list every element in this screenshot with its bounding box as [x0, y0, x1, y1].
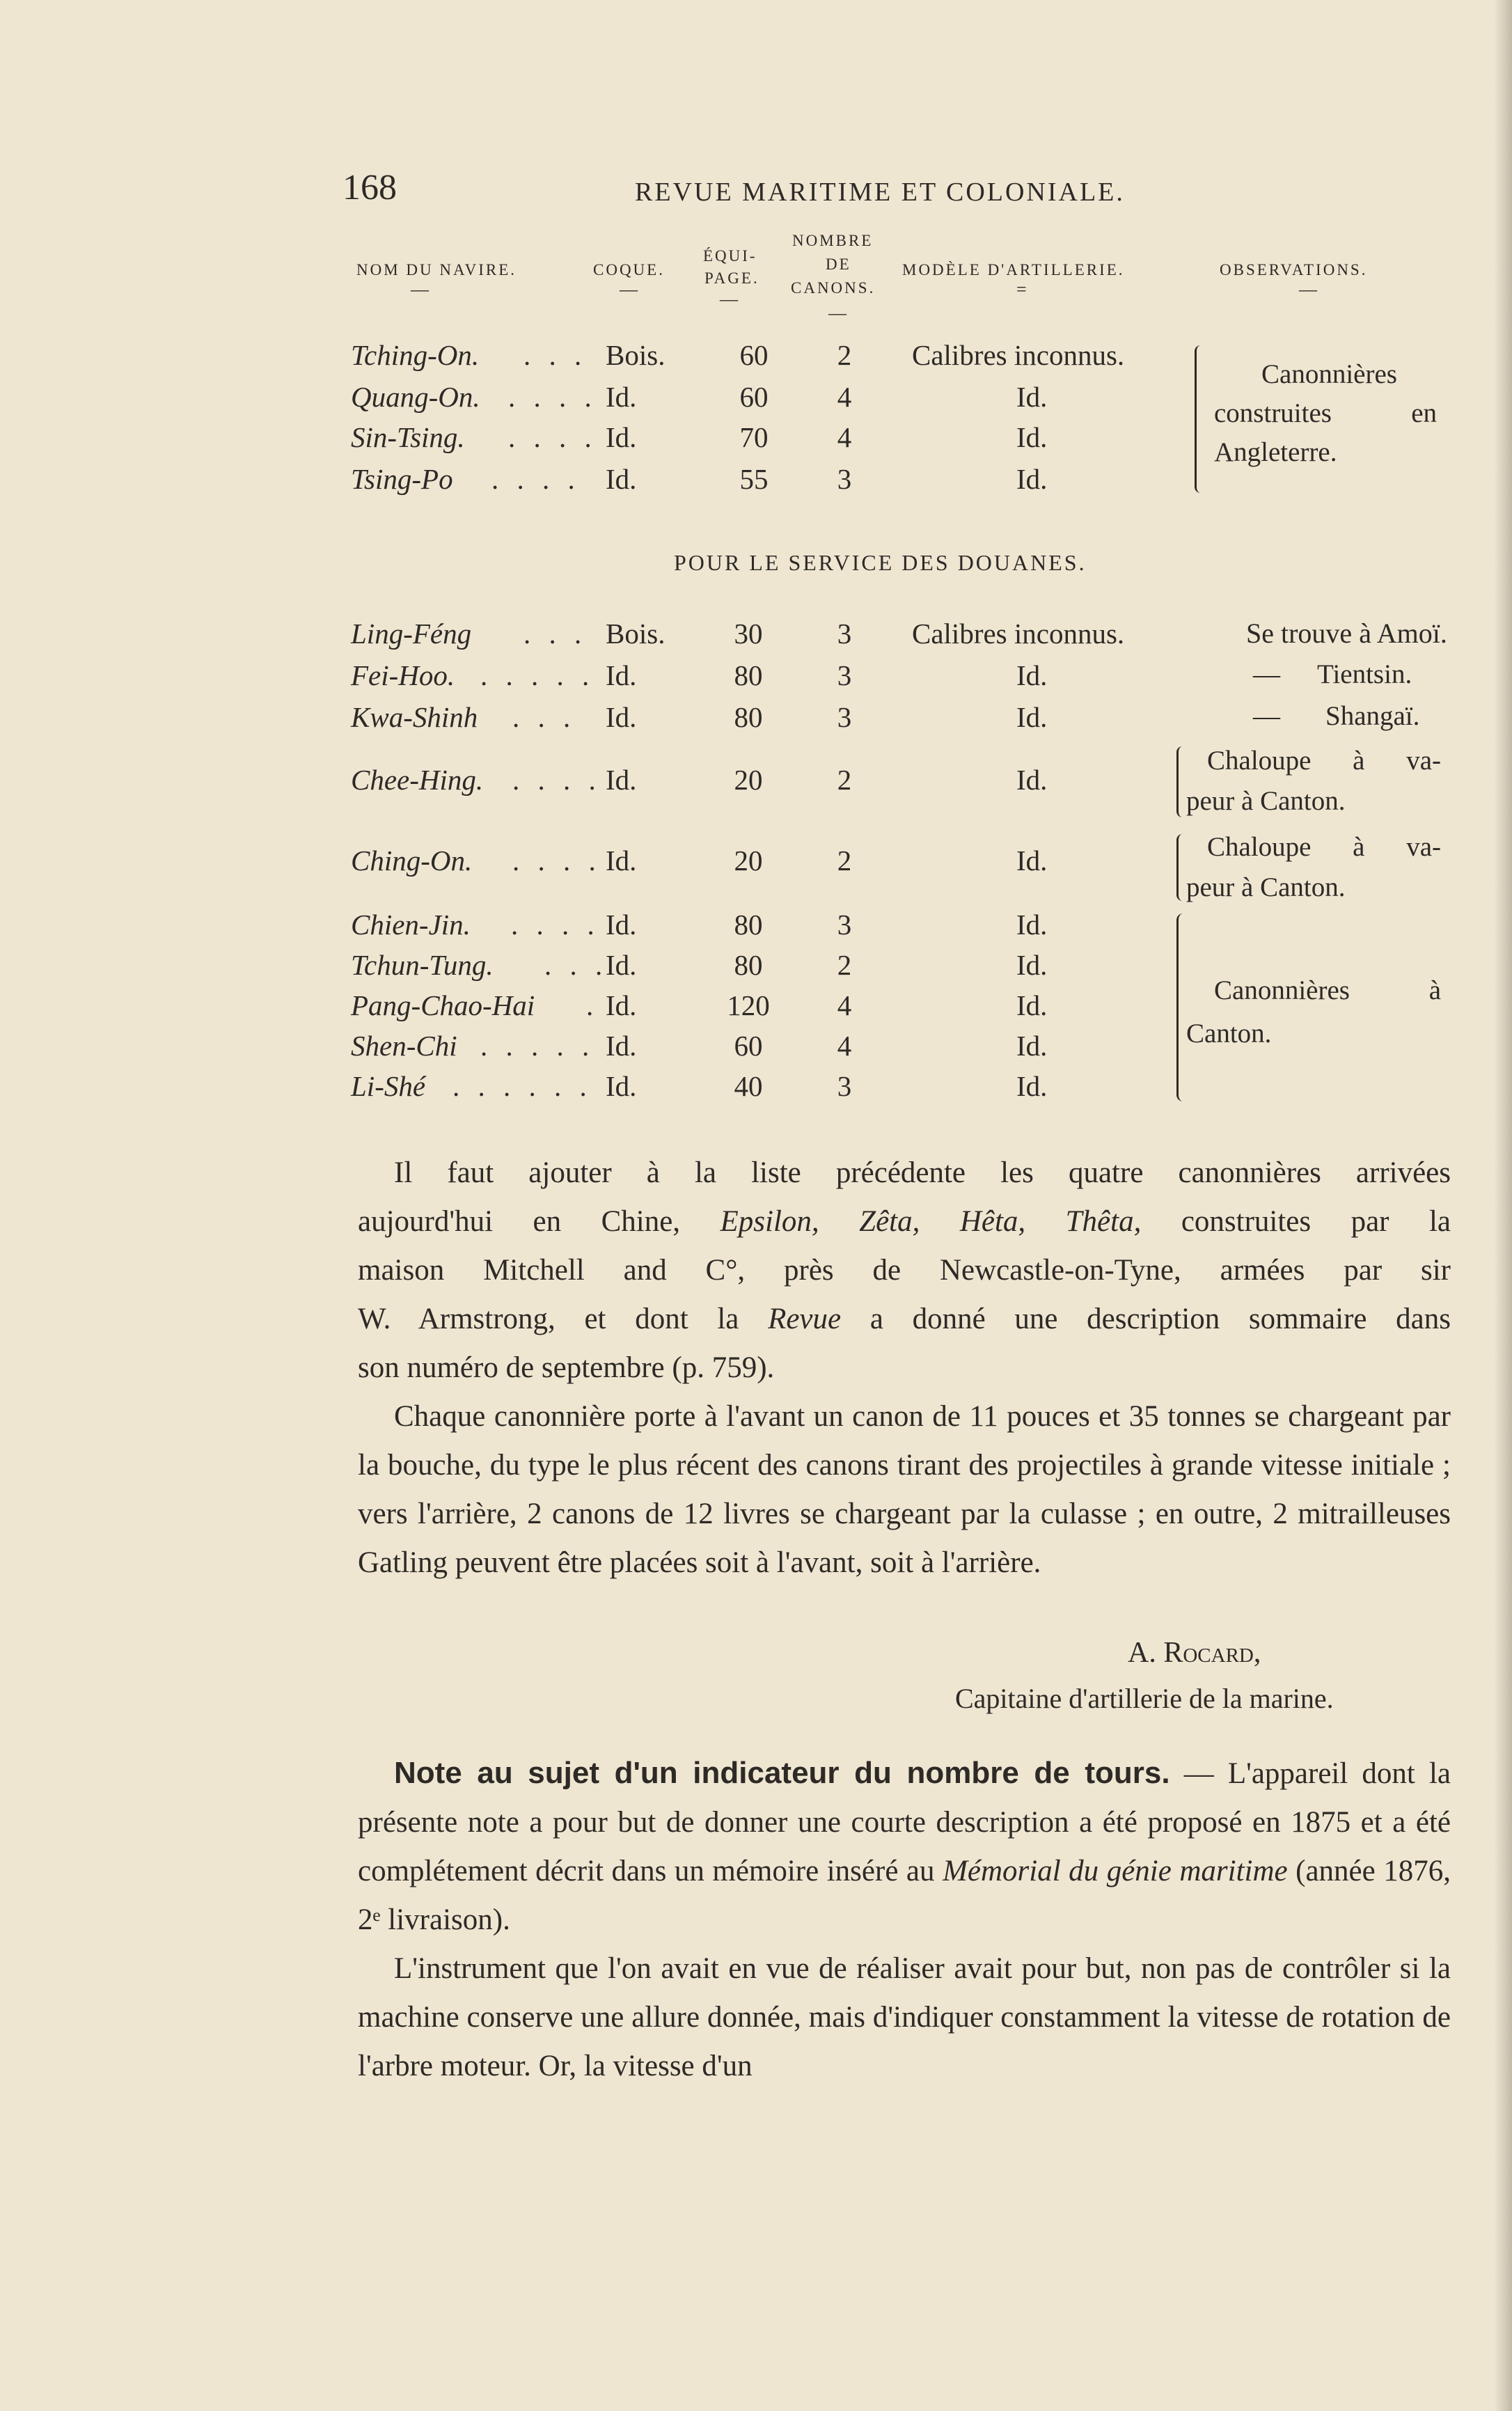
ship-name: Ching-On.	[351, 845, 473, 877]
ship-name: Kwa-Shinh	[351, 701, 478, 733]
ship-name: Tchun-Tung.	[351, 949, 494, 981]
crew-cell: 55	[739, 463, 769, 495]
table-row	[0, 617, 1512, 663]
author-title: Capitaine d'artillerie de la marine.	[955, 1683, 1334, 1714]
model-cell: Calibres inconnus.	[912, 339, 1125, 371]
model-cell: Id.	[1016, 1030, 1048, 1062]
obs-word: Chaloupe	[1207, 832, 1312, 862]
model-cell: Id.	[1016, 1070, 1048, 1102]
text-line	[358, 1295, 1451, 1344]
model-cell: Id.	[1016, 764, 1048, 796]
crew-cell: 80	[734, 949, 763, 981]
col-header-dash: —	[411, 279, 431, 299]
col-header-crew-2: PAGE.	[704, 269, 759, 287]
ship-names: Epsilon, Zêta, Hêta, Thêta,	[720, 1205, 1142, 1238]
guns-cell: 2	[837, 764, 852, 796]
ship-name: Fei-Hoo.	[351, 659, 455, 691]
crew-cell: 20	[734, 764, 763, 796]
col-header-guns-2: DE	[826, 256, 851, 273]
model-cell: Id.	[1016, 701, 1048, 733]
model-cell: Id.	[1016, 463, 1048, 495]
text-line	[358, 1197, 1451, 1246]
hull-cell: Id.	[606, 381, 637, 413]
crew-cell: 80	[734, 909, 763, 941]
obs-line: peur à Canton.	[1186, 786, 1346, 816]
hull-cell: Id.	[606, 949, 637, 981]
guns-cell: 2	[837, 845, 852, 877]
crew-cell: 60	[734, 1030, 763, 1062]
hull-cell: Id.	[606, 421, 637, 453]
observation-note	[1214, 355, 1437, 472]
col-header-double-dash: =	[1016, 279, 1029, 299]
observation-note	[1186, 741, 1441, 822]
col-header-crew-1: ÉQUI-	[703, 247, 757, 265]
table-row	[0, 908, 1512, 954]
note-section	[358, 1749, 1451, 2091]
guns-cell: 3	[837, 618, 852, 650]
model-cell: Id.	[1016, 381, 1048, 413]
table-row	[0, 1069, 1512, 1115]
running-title: REVUE MARITIME ET COLONIALE.	[635, 178, 1125, 207]
guns-cell: 2	[837, 339, 852, 371]
section-title: POUR LE SERVICE DES DOUANES.	[674, 550, 1087, 575]
crew-cell: 60	[739, 381, 769, 413]
ship-name: Chien-Jin.	[351, 909, 471, 941]
leader-dots: . . . .	[508, 381, 597, 413]
obs-line: Canton.	[1186, 1019, 1272, 1049]
observation-note	[1186, 827, 1441, 908]
crew-cell: 80	[734, 701, 763, 733]
hull-cell: Bois.	[606, 618, 666, 650]
crew-cell: 60	[739, 339, 769, 371]
col-header-model: MODÈLE D'ARTILLERIE.	[902, 261, 1125, 278]
col-header-guns-1: NOMBRE	[792, 232, 874, 249]
obs-line	[1186, 827, 1441, 867]
col-header-guns-3: CANONS.	[791, 279, 876, 297]
obs-word: à	[1353, 746, 1365, 776]
model-cell: Id.	[1016, 989, 1048, 1021]
ship-name: Li-Shé	[351, 1070, 426, 1102]
hull-cell: Id.	[606, 463, 637, 495]
col-header-dash: —	[1299, 279, 1319, 299]
observation-note	[1186, 969, 1441, 1055]
crew-cell: 40	[734, 1070, 763, 1102]
ship-name: Sin-Tsing.	[351, 421, 465, 453]
hull-cell: Id.	[606, 989, 637, 1021]
obs-line	[1186, 741, 1441, 781]
obs-word: construites	[1214, 398, 1332, 428]
crew-cell: 120	[727, 989, 770, 1021]
hull-cell: Id.	[606, 909, 637, 941]
note-title: Note au sujet d'un indicateur du nombre de tours.	[394, 1756, 1170, 1790]
memorial-title: Mémorial du génie maritime	[943, 1855, 1288, 1887]
note-paragraph-2: L'instrument que l'on avait en vue de réaliser avait pour but, non pas de contrôler si la machine conserve une allure donnée, mais d'indiquer constamment la vitesse de rotation de l'arbre moteur. Or, la vitesse d'un	[358, 1952, 1451, 2082]
leader-dots: . . . .	[511, 909, 600, 941]
leader-dots: . . . . .	[480, 659, 595, 691]
crew-cell: 30	[734, 618, 763, 650]
obs-word: Chaloupe	[1207, 746, 1312, 776]
guns-cell: 3	[837, 463, 852, 495]
obs-line: Canonnières	[1261, 359, 1397, 389]
text-line: son numéro de septembre (p. 759).	[358, 1351, 775, 1384]
obs-line: Angleterre.	[1214, 437, 1337, 467]
obs-cell: Tientsin.	[1317, 659, 1412, 689]
obs-line	[1186, 969, 1441, 1012]
crew-cell: 80	[734, 659, 763, 691]
guns-cell: 4	[837, 989, 852, 1021]
author-signature: A. Rocard,	[1128, 1637, 1261, 1669]
leader-dots: .	[586, 989, 599, 1021]
model-cell: Calibres inconnus.	[912, 618, 1125, 650]
hull-cell: Id.	[606, 701, 637, 733]
hull-cell: Id.	[606, 659, 637, 691]
leader-dots: . . . . .	[480, 1030, 595, 1062]
obs-word: à	[1353, 832, 1365, 862]
hull-cell: Id.	[606, 845, 637, 877]
col-header-name: NOM DU NAVIRE.	[356, 261, 517, 278]
hull-cell: Id.	[606, 1030, 637, 1062]
paragraph-armament	[358, 1392, 1451, 1587]
col-header-dash: —	[620, 279, 640, 299]
ship-name: Shen-Chi	[351, 1030, 457, 1062]
col-header-dash: —	[828, 303, 849, 323]
ship-name: Pang-Chao-Hai	[351, 989, 535, 1021]
leader-dots: . . .	[523, 618, 588, 650]
guns-cell: 4	[837, 1030, 852, 1062]
obs-word: va-	[1406, 746, 1441, 776]
obs-dash: —	[1253, 659, 1280, 689]
note-text: (année 1876, 2ᵉ livraison).	[358, 1855, 1451, 1936]
text-run: construites par la	[1181, 1205, 1451, 1238]
table-row	[0, 659, 1512, 705]
ship-name: Ling-Féng	[351, 618, 472, 650]
model-cell: Id.	[1016, 909, 1048, 941]
ship-name: Chee-Hing.	[351, 764, 484, 796]
ship-name: Tching-On.	[351, 339, 480, 371]
leader-dots: . . .	[523, 339, 588, 371]
paragraph-text: Chaque canonnière porte à l'avant un canon de 11 pouces et 35 tonnes se chargeant par la bouche, du type le plus récent des canons tirant des projectiles à grande vitesse initiale ; vers l'arrière, 2 canons de 12 livres se chargeant par la culasse ; en outre, 2 mitrailleuses Gatling peuvent être placées soit à l'avant, soit à l'arrière.	[358, 1400, 1451, 1579]
obs-word: Canonnières	[1214, 975, 1350, 1005]
obs-word: à	[1428, 975, 1441, 1005]
col-header-dash: —	[720, 289, 740, 309]
hull-cell: Bois.	[606, 339, 666, 371]
guns-cell: 4	[837, 381, 852, 413]
ship-name: Tsing-Po	[351, 463, 453, 495]
obs-word: en	[1411, 398, 1437, 428]
guns-cell: 2	[837, 949, 852, 981]
guns-cell: 3	[837, 1070, 852, 1102]
model-cell: Id.	[1016, 949, 1048, 981]
brace	[1195, 345, 1206, 493]
hull-cell: Id.	[606, 764, 637, 796]
obs-word: va-	[1406, 832, 1441, 862]
obs-cell: Shangaï.	[1325, 701, 1420, 731]
crew-cell: 70	[739, 421, 769, 453]
revue-title: Revue	[768, 1303, 842, 1335]
col-header-observations: OBSERVATIONS.	[1220, 261, 1368, 278]
hull-cell: Id.	[606, 1070, 637, 1102]
note-paragraph	[358, 1749, 1451, 1945]
guns-cell: 3	[837, 909, 852, 941]
obs-line	[1214, 394, 1437, 433]
leader-dots: . . . .	[508, 421, 597, 453]
leader-dots: . . .	[512, 701, 576, 733]
obs-cell: Se trouve à Amoï.	[1246, 618, 1447, 649]
text-run: aujourd'hui en Chine,	[358, 1205, 681, 1238]
obs-line: peur à Canton.	[1186, 872, 1346, 902]
text-line: maison Mitchell and C°, près de Newcastle-on-Tyne, armées par sir	[358, 1254, 1451, 1287]
leader-dots: . . . .	[512, 764, 601, 796]
guns-cell: 4	[837, 421, 852, 453]
note-text: — L'appareil dont la présente note a pour but de donner une courte description a été proposé en 1875 et a été complétement décrit dans un mémoire inséré au	[358, 1757, 1451, 1887]
leader-dots: . . . . . .	[452, 1070, 592, 1102]
leader-dots: . . .	[544, 949, 608, 981]
model-cell: Id.	[1016, 845, 1048, 877]
crew-cell: 20	[734, 845, 763, 877]
guns-cell: 3	[837, 659, 852, 691]
col-header-hull: COQUE.	[593, 261, 665, 278]
obs-dash: —	[1253, 701, 1280, 731]
model-cell: Id.	[1016, 659, 1048, 691]
leader-dots: . . . .	[491, 463, 581, 495]
table-row	[0, 700, 1512, 746]
model-cell: Id.	[1016, 421, 1048, 453]
text-line: Il faut ajouter à la liste précédente les quatre canonnières arrivées	[394, 1156, 1451, 1189]
guns-cell: 3	[837, 701, 852, 733]
page-number: 168	[342, 168, 397, 207]
leader-dots: . . . .	[512, 845, 601, 877]
paragraph-addendum	[358, 1149, 1451, 1392]
text-run: W. Armstrong, et dont la	[358, 1303, 739, 1335]
ship-name: Quang-On.	[351, 381, 480, 413]
text-run: a donné une description sommaire dans	[869, 1303, 1451, 1335]
